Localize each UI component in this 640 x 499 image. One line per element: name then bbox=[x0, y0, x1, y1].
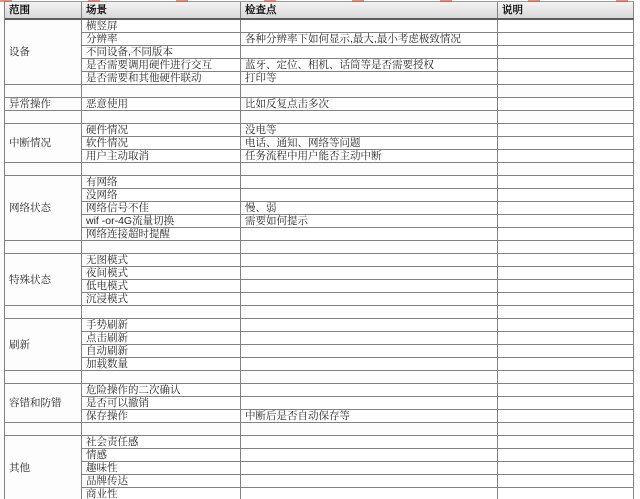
scope-group bbox=[5, 176, 634, 241]
checkpoint-cell[interactable] bbox=[241, 358, 498, 371]
scene-cell[interactable]: 是否可以撤销 bbox=[82, 397, 241, 410]
checkpoint-cell[interactable] bbox=[241, 163, 498, 176]
scope-cell[interactable]: 设备 bbox=[5, 20, 82, 85]
note-cell[interactable] bbox=[498, 254, 634, 267]
note-cell[interactable] bbox=[498, 449, 634, 462]
scene-cell[interactable]: 低电模式 bbox=[82, 280, 241, 293]
checkpoint-cell[interactable] bbox=[241, 397, 498, 410]
table-header bbox=[5, 1, 634, 20]
checkpoint-cell[interactable] bbox=[241, 488, 498, 499]
spacer-row bbox=[5, 85, 634, 98]
column-header-scope[interactable]: 范围 bbox=[5, 2, 82, 18]
spacer-row bbox=[5, 241, 634, 254]
checkpoint-cell[interactable] bbox=[241, 449, 498, 462]
spacer-row bbox=[5, 111, 634, 124]
scene-cell[interactable]: 无图模式 bbox=[82, 254, 241, 267]
scene-cell[interactable]: 硬件情况 bbox=[82, 124, 241, 137]
checkpoint-cell[interactable] bbox=[241, 20, 498, 33]
note-cell[interactable] bbox=[498, 241, 634, 254]
note-cell[interactable] bbox=[498, 345, 634, 358]
checkpoint-cell[interactable]: 电话、通知、网络等问题 bbox=[241, 137, 498, 150]
note-cell[interactable] bbox=[498, 280, 634, 293]
note-cell[interactable] bbox=[498, 436, 634, 449]
checkpoint-cell[interactable] bbox=[241, 332, 498, 345]
scene-cell[interactable]: 不同设备,不同版本 bbox=[82, 46, 241, 59]
note-cell[interactable] bbox=[498, 163, 634, 176]
scope-cell[interactable] bbox=[5, 241, 82, 254]
scope-group bbox=[5, 436, 634, 499]
note-cell[interactable] bbox=[498, 475, 634, 488]
checkpoint-cell[interactable] bbox=[241, 436, 498, 449]
note-cell[interactable] bbox=[498, 46, 634, 59]
checkpoint-cell[interactable] bbox=[241, 46, 498, 59]
note-cell[interactable] bbox=[498, 33, 634, 46]
column-header-checkpoint[interactable]: 检查点 bbox=[241, 2, 498, 18]
grid-body bbox=[5, 20, 634, 499]
checkpoint-cell[interactable] bbox=[241, 306, 498, 319]
checkpoint-cell[interactable] bbox=[241, 228, 498, 241]
checkpoint-cell[interactable] bbox=[241, 319, 498, 332]
note-cell[interactable] bbox=[498, 306, 634, 319]
scope-cell[interactable] bbox=[5, 111, 82, 124]
checkpoint-cell[interactable] bbox=[241, 85, 498, 98]
note-cell[interactable] bbox=[498, 98, 634, 111]
scene-cell[interactable] bbox=[82, 241, 241, 254]
checkpoint-cell[interactable] bbox=[241, 241, 498, 254]
scope-cell[interactable]: 容错和防错 bbox=[5, 384, 82, 423]
note-cell[interactable] bbox=[498, 176, 634, 189]
checkpoint-cell[interactable] bbox=[241, 280, 498, 293]
scene-cell[interactable]: 夜间模式 bbox=[82, 267, 241, 280]
checkpoint-cell[interactable]: 各种分辨率下如何显示,最大,最小考虑极致情况 bbox=[241, 33, 498, 46]
checkpoint-cell[interactable]: 打印等 bbox=[241, 72, 498, 85]
scene-cell[interactable]: 网络信号不佳 bbox=[82, 202, 241, 215]
checkpoint-cell[interactable] bbox=[241, 345, 498, 358]
scope-cell[interactable]: 其他 bbox=[5, 436, 82, 499]
scope-cell[interactable]: 网络状态 bbox=[5, 176, 82, 241]
note-cell[interactable] bbox=[498, 137, 634, 150]
scope-group bbox=[5, 124, 634, 163]
scene-cell[interactable] bbox=[82, 111, 241, 124]
scene-cell[interactable] bbox=[82, 85, 241, 98]
spacer-row bbox=[5, 306, 634, 319]
checklist-table bbox=[4, 1, 634, 499]
scene-cell[interactable] bbox=[82, 306, 241, 319]
checkpoint-cell[interactable] bbox=[241, 462, 498, 475]
scene-cell[interactable]: 有网络 bbox=[82, 176, 241, 189]
note-cell[interactable] bbox=[498, 202, 634, 215]
scope-cell[interactable]: 刷新 bbox=[5, 319, 82, 371]
scene-cell[interactable]: 用户主动取消 bbox=[82, 150, 241, 163]
checkpoint-cell[interactable] bbox=[241, 475, 498, 488]
checkpoint-cell[interactable] bbox=[241, 293, 498, 306]
scene-cell[interactable]: 品牌传达 bbox=[82, 475, 241, 488]
scene-cell[interactable]: 点击刷新 bbox=[82, 332, 241, 345]
note-cell[interactable] bbox=[498, 228, 634, 241]
note-cell[interactable] bbox=[498, 111, 634, 124]
scene-cell[interactable]: 危险操作的二次确认 bbox=[82, 384, 241, 397]
scene-cell[interactable]: 趣味性 bbox=[82, 462, 241, 475]
spacer-row bbox=[5, 423, 634, 436]
spacer-row bbox=[5, 163, 634, 176]
scope-group bbox=[5, 20, 634, 85]
note-cell[interactable] bbox=[498, 189, 634, 202]
scene-cell[interactable]: 没网络 bbox=[82, 189, 241, 202]
spacer-row bbox=[5, 371, 634, 384]
scene-cell[interactable]: 分辨率 bbox=[82, 33, 241, 46]
note-cell[interactable] bbox=[498, 59, 634, 72]
scope-cell[interactable]: 异常操作 bbox=[5, 98, 82, 111]
scene-cell[interactable]: 商业性 bbox=[82, 488, 241, 499]
scene-cell[interactable]: 自动刷新 bbox=[82, 345, 241, 358]
scope-cell[interactable] bbox=[5, 306, 82, 319]
scope-cell[interactable] bbox=[5, 371, 82, 384]
scope-cell[interactable] bbox=[5, 163, 82, 176]
note-cell[interactable] bbox=[498, 371, 634, 384]
note-cell[interactable] bbox=[498, 319, 634, 332]
note-cell[interactable] bbox=[498, 215, 634, 228]
scope-group bbox=[5, 384, 634, 423]
checkpoint-cell[interactable] bbox=[241, 371, 498, 384]
checkpoint-cell[interactable]: 中断后是否自动保存等 bbox=[241, 410, 498, 423]
scene-cell[interactable]: 加载数量 bbox=[82, 358, 241, 371]
scene-cell[interactable]: 横竖屏 bbox=[82, 20, 241, 33]
column-header-scene[interactable]: 场景 bbox=[82, 2, 241, 18]
scene-cell[interactable]: 是否需要调用硬件进行交互 bbox=[82, 59, 241, 72]
note-cell[interactable] bbox=[498, 124, 634, 137]
scope-cell[interactable]: 中断情况 bbox=[5, 124, 82, 163]
scope-cell[interactable]: 特殊状态 bbox=[5, 254, 82, 306]
checkpoint-cell[interactable]: 比如反复点击多次 bbox=[241, 98, 498, 111]
note-cell[interactable] bbox=[498, 358, 634, 371]
scene-cell[interactable]: wif -or-4G流量切换 bbox=[82, 215, 241, 228]
scene-cell[interactable]: 网络连接超时提醒 bbox=[82, 228, 241, 241]
column-header-note[interactable]: 说明 bbox=[498, 2, 634, 18]
scene-cell[interactable]: 软件情况 bbox=[82, 137, 241, 150]
scene-cell[interactable]: 手势刷新 bbox=[82, 319, 241, 332]
note-cell[interactable] bbox=[498, 423, 634, 436]
note-cell[interactable] bbox=[498, 397, 634, 410]
scene-cell[interactable]: 恶意使用 bbox=[82, 98, 241, 111]
scope-cell[interactable] bbox=[5, 85, 82, 98]
checkpoint-cell[interactable]: 蓝牙、定位、相机、话筒等是否需要授权 bbox=[241, 59, 498, 72]
scope-cell[interactable] bbox=[5, 423, 82, 436]
note-cell[interactable] bbox=[498, 332, 634, 345]
note-cell[interactable] bbox=[498, 410, 634, 423]
note-cell[interactable] bbox=[498, 267, 634, 280]
note-cell[interactable] bbox=[498, 20, 634, 33]
checkpoint-cell[interactable] bbox=[241, 111, 498, 124]
checkpoint-cell[interactable]: 没电等 bbox=[241, 124, 498, 137]
page-break-dashes bbox=[0, 0, 640, 2]
note-cell[interactable] bbox=[498, 85, 634, 98]
checkpoint-cell[interactable] bbox=[241, 384, 498, 397]
checkpoint-cell[interactable] bbox=[241, 423, 498, 436]
note-cell[interactable] bbox=[498, 72, 634, 85]
note-cell[interactable] bbox=[498, 462, 634, 475]
note-cell[interactable] bbox=[498, 293, 634, 306]
note-cell[interactable] bbox=[498, 384, 634, 397]
checkpoint-cell[interactable]: 任务流程中用户能否主动中断 bbox=[241, 150, 498, 163]
note-cell[interactable] bbox=[498, 488, 634, 499]
checkpoint-cell[interactable] bbox=[241, 176, 498, 189]
checkpoint-cell[interactable] bbox=[241, 267, 498, 280]
checkpoint-cell[interactable]: 慢、弱 bbox=[241, 202, 498, 215]
note-cell[interactable] bbox=[498, 150, 634, 163]
scene-cell[interactable] bbox=[82, 163, 241, 176]
scope-group bbox=[5, 319, 634, 371]
checkpoint-cell[interactable] bbox=[241, 254, 498, 267]
scene-cell[interactable]: 是否需要和其他硬件联动 bbox=[82, 72, 241, 85]
scene-cell[interactable]: 沉浸模式 bbox=[82, 293, 241, 306]
scene-cell[interactable]: 社会责任感 bbox=[82, 436, 241, 449]
scene-cell[interactable]: 保存操作 bbox=[82, 410, 241, 423]
checkpoint-cell[interactable] bbox=[241, 189, 498, 202]
scene-cell[interactable] bbox=[82, 371, 241, 384]
checkpoint-cell[interactable]: 需要如何提示 bbox=[241, 215, 498, 228]
scene-cell[interactable] bbox=[82, 423, 241, 436]
scope-group bbox=[5, 254, 634, 306]
scope-group bbox=[5, 98, 634, 111]
scene-cell[interactable]: 情感 bbox=[82, 449, 241, 462]
